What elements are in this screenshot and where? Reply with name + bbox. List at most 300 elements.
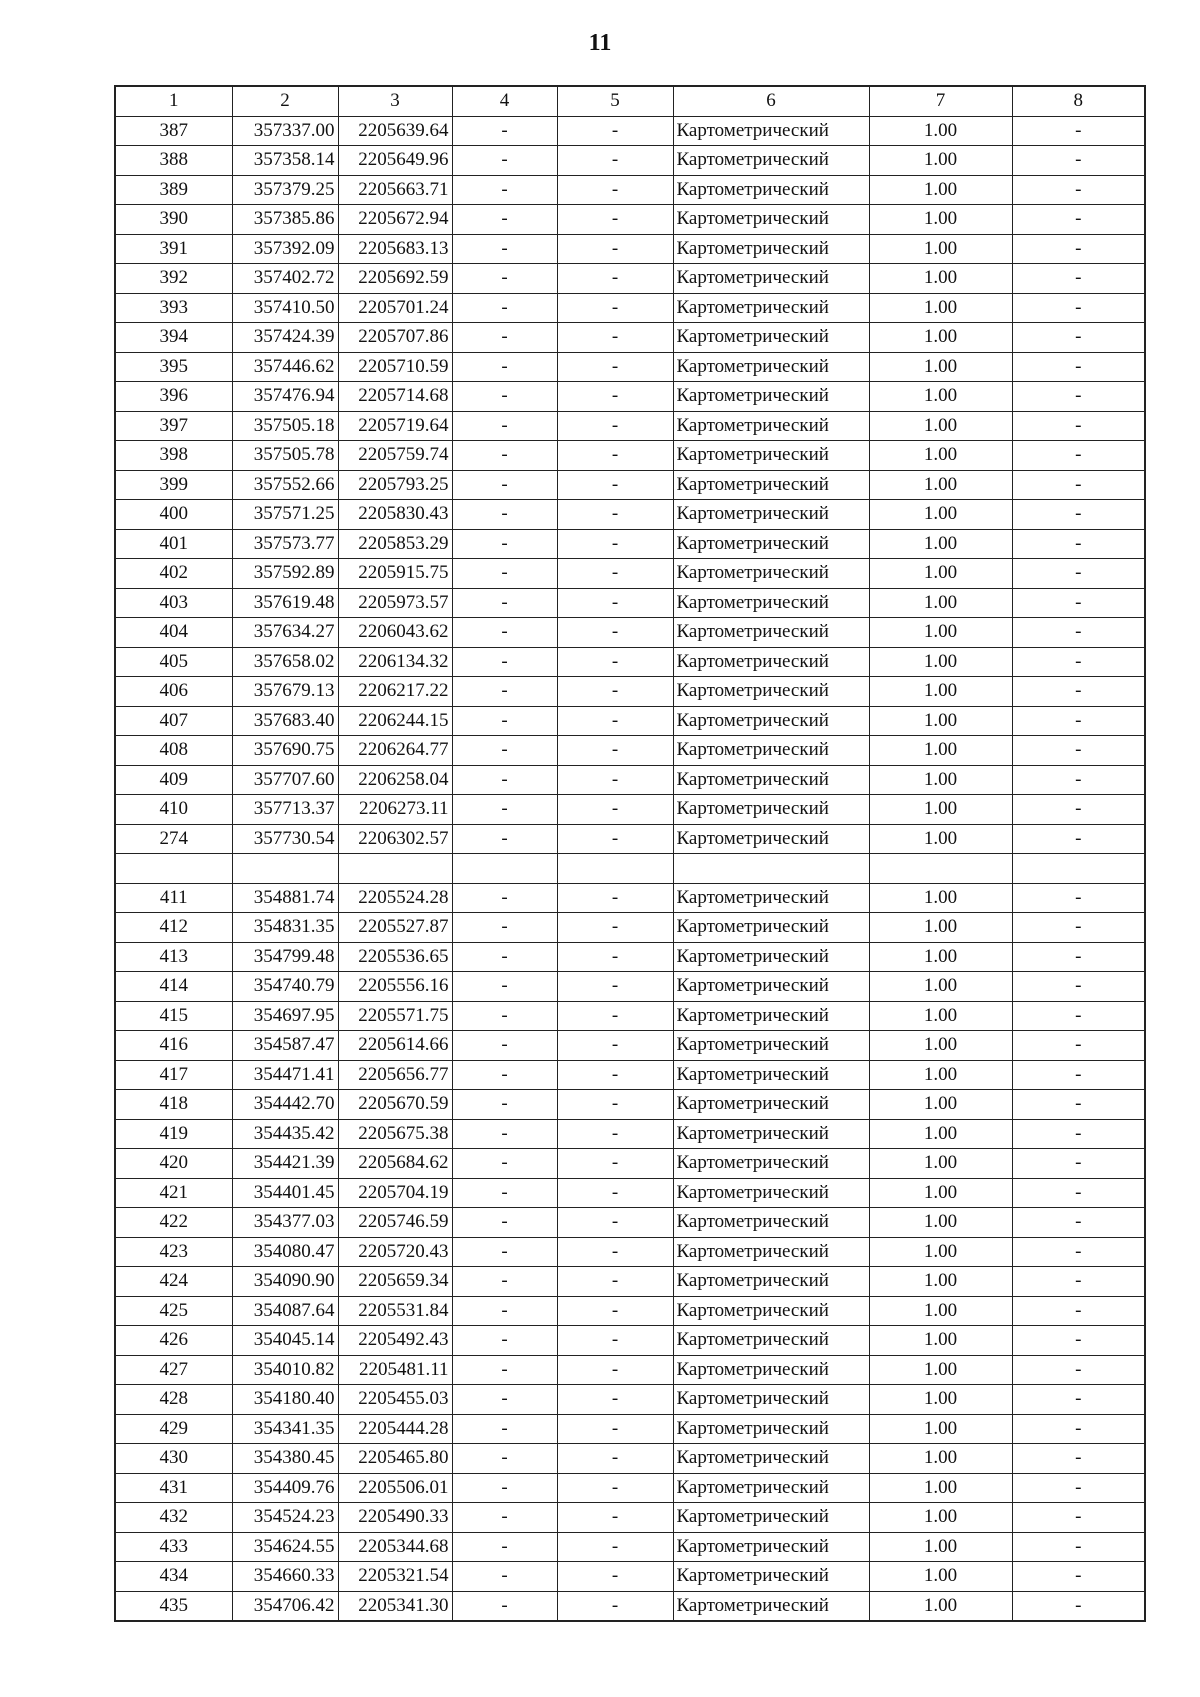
x-coordinate-cell: 357476.94 [232, 382, 338, 412]
col-8-cell: - [1012, 234, 1145, 264]
method-cell: Картометрический [673, 1532, 869, 1562]
table-row [115, 1090, 1145, 1120]
x-coordinate-cell: 354706.42 [232, 1591, 338, 1621]
col-8-cell: - [1012, 706, 1145, 736]
table-row [115, 352, 1145, 382]
col-8-cell: - [1012, 647, 1145, 677]
method-cell: Картометрический [673, 1178, 869, 1208]
col-5-cell: - [557, 441, 673, 471]
table-row [115, 323, 1145, 353]
col-8-cell [1012, 854, 1145, 884]
point-number-cell: 402 [115, 559, 232, 589]
x-coordinate-cell: 354471.41 [232, 1060, 338, 1090]
method-cell: Картометрический [673, 1031, 869, 1061]
point-number-cell: 392 [115, 264, 232, 294]
x-coordinate-cell: 357730.54 [232, 824, 338, 854]
col-8-cell: - [1012, 1355, 1145, 1385]
table-row [115, 205, 1145, 235]
col-5-cell: - [557, 706, 673, 736]
table-row [115, 1119, 1145, 1149]
col-8-cell: - [1012, 382, 1145, 412]
table-row [115, 529, 1145, 559]
point-number-cell: 396 [115, 382, 232, 412]
col-4-cell: - [452, 1326, 557, 1356]
method-cell: Картометрический [673, 1503, 869, 1533]
col-4-cell: - [452, 972, 557, 1002]
method-cell: Картометрический [673, 470, 869, 500]
col-4-cell: - [452, 293, 557, 323]
col-8-cell: - [1012, 736, 1145, 766]
accuracy-cell: 1.00 [869, 500, 1012, 530]
point-number-cell: 399 [115, 470, 232, 500]
col-8-cell: - [1012, 1267, 1145, 1297]
table-row [115, 1031, 1145, 1061]
table-header-row [115, 86, 1145, 116]
col-4-cell: - [452, 913, 557, 943]
col-8-cell: - [1012, 1503, 1145, 1533]
col-4-cell: - [452, 205, 557, 235]
col-5-cell: - [557, 1031, 673, 1061]
accuracy-cell: 1.00 [869, 1060, 1012, 1090]
method-cell [673, 854, 869, 884]
col-4-cell: - [452, 1267, 557, 1297]
x-coordinate-cell: 357634.27 [232, 618, 338, 648]
col-8-cell: - [1012, 1414, 1145, 1444]
header-col-2: 2 [232, 86, 338, 116]
method-cell: Картометрический [673, 1090, 869, 1120]
accuracy-cell: 1.00 [869, 824, 1012, 854]
point-number-cell: 406 [115, 677, 232, 707]
col-8-cell: - [1012, 618, 1145, 648]
y-coordinate-cell: 2205344.68 [338, 1532, 452, 1562]
col-4-cell: - [452, 352, 557, 382]
col-5-cell: - [557, 1119, 673, 1149]
col-5-cell: - [557, 1444, 673, 1474]
y-coordinate-cell: 2205481.11 [338, 1355, 452, 1385]
y-coordinate-cell: 2205465.80 [338, 1444, 452, 1474]
col-4-cell: - [452, 116, 557, 146]
col-8-cell: - [1012, 1532, 1145, 1562]
accuracy-cell: 1.00 [869, 677, 1012, 707]
point-number-cell: 427 [115, 1355, 232, 1385]
col-8-cell: - [1012, 529, 1145, 559]
y-coordinate-cell: 2205524.28 [338, 883, 452, 913]
method-cell: Картометрический [673, 1237, 869, 1267]
col-8-cell: - [1012, 352, 1145, 382]
col-5-cell: - [557, 529, 673, 559]
point-number-cell: 432 [115, 1503, 232, 1533]
accuracy-cell: 1.00 [869, 1237, 1012, 1267]
col-5-cell: - [557, 352, 673, 382]
table-row [115, 1149, 1145, 1179]
accuracy-cell: 1.00 [869, 470, 1012, 500]
x-coordinate-cell: 354380.45 [232, 1444, 338, 1474]
x-coordinate-cell: 357573.77 [232, 529, 338, 559]
accuracy-cell: 1.00 [869, 972, 1012, 1002]
accuracy-cell: 1.00 [869, 1149, 1012, 1179]
table-row [115, 146, 1145, 176]
col-8-cell: - [1012, 942, 1145, 972]
col-8-cell: - [1012, 1149, 1145, 1179]
col-5-cell: - [557, 942, 673, 972]
table-row [115, 883, 1145, 913]
col-5-cell: - [557, 972, 673, 1002]
x-coordinate-cell: 354080.47 [232, 1237, 338, 1267]
col-5-cell: - [557, 1503, 673, 1533]
accuracy-cell: 1.00 [869, 1355, 1012, 1385]
y-coordinate-cell: 2206302.57 [338, 824, 452, 854]
col-5-cell: - [557, 559, 673, 589]
header-col-1: 1 [115, 86, 232, 116]
method-cell: Картометрический [673, 234, 869, 264]
x-coordinate-cell: 357392.09 [232, 234, 338, 264]
y-coordinate-cell: 2205571.75 [338, 1001, 452, 1031]
col-5-cell: - [557, 1355, 673, 1385]
col-5-cell [557, 854, 673, 884]
x-coordinate-cell: 357337.00 [232, 116, 338, 146]
x-coordinate-cell: 354435.42 [232, 1119, 338, 1149]
col-8-cell: - [1012, 264, 1145, 294]
x-coordinate-cell: 354045.14 [232, 1326, 338, 1356]
accuracy-cell: 1.00 [869, 175, 1012, 205]
col-8-cell: - [1012, 470, 1145, 500]
page-number: 11 [588, 30, 612, 56]
method-cell: Картометрический [673, 824, 869, 854]
method-cell: Картометрический [673, 500, 869, 530]
method-cell: Картометрический [673, 1473, 869, 1503]
y-coordinate-cell: 2205455.03 [338, 1385, 452, 1415]
col-4-cell: - [452, 1060, 557, 1090]
header-col-7: 7 [869, 86, 1012, 116]
accuracy-cell: 1.00 [869, 529, 1012, 559]
method-cell: Картометрический [673, 205, 869, 235]
point-number-cell: 418 [115, 1090, 232, 1120]
y-coordinate-cell: 2205707.86 [338, 323, 452, 353]
col-5-cell: - [557, 205, 673, 235]
method-cell: Картометрический [673, 1326, 869, 1356]
col-5-cell: - [557, 1267, 673, 1297]
method-cell: Картометрический [673, 1149, 869, 1179]
col-8-cell: - [1012, 1326, 1145, 1356]
y-coordinate-cell: 2206244.15 [338, 706, 452, 736]
x-coordinate-cell: 354377.03 [232, 1208, 338, 1238]
table-row [115, 1444, 1145, 1474]
point-number-cell: 417 [115, 1060, 232, 1090]
col-4-cell: - [452, 1503, 557, 1533]
table-row [115, 795, 1145, 825]
method-cell: Картометрический [673, 1444, 869, 1474]
header-col-6: 6 [673, 86, 869, 116]
accuracy-cell: 1.00 [869, 1119, 1012, 1149]
x-coordinate-cell: 354090.90 [232, 1267, 338, 1297]
header-col-4: 4 [452, 86, 557, 116]
col-5-cell: - [557, 1326, 673, 1356]
x-coordinate-cell: 354587.47 [232, 1031, 338, 1061]
point-number-cell: 398 [115, 441, 232, 471]
col-8-cell: - [1012, 1296, 1145, 1326]
point-number-cell: 388 [115, 146, 232, 176]
col-4-cell: - [452, 470, 557, 500]
accuracy-cell: 1.00 [869, 323, 1012, 353]
method-cell: Картометрический [673, 1591, 869, 1621]
point-number-cell: 428 [115, 1385, 232, 1415]
accuracy-cell: 1.00 [869, 264, 1012, 294]
col-5-cell: - [557, 293, 673, 323]
method-cell: Картометрический [673, 293, 869, 323]
table-row [115, 588, 1145, 618]
col-8-cell: - [1012, 1562, 1145, 1592]
col-4-cell: - [452, 677, 557, 707]
point-number-cell: 274 [115, 824, 232, 854]
point-number-cell: 414 [115, 972, 232, 1002]
point-number-cell: 419 [115, 1119, 232, 1149]
header-col-5: 5 [557, 86, 673, 116]
point-number-cell: 401 [115, 529, 232, 559]
y-coordinate-cell: 2205341.30 [338, 1591, 452, 1621]
method-cell: Картометрический [673, 146, 869, 176]
y-coordinate-cell: 2205675.38 [338, 1119, 452, 1149]
col-8-cell: - [1012, 146, 1145, 176]
x-coordinate-cell: 354624.55 [232, 1532, 338, 1562]
y-coordinate-cell: 2205684.62 [338, 1149, 452, 1179]
accuracy-cell: 1.00 [869, 559, 1012, 589]
col-4-cell: - [452, 1473, 557, 1503]
col-5-cell: - [557, 323, 673, 353]
point-number-cell: 393 [115, 293, 232, 323]
col-5-cell: - [557, 1591, 673, 1621]
col-8-cell: - [1012, 116, 1145, 146]
col-8-cell: - [1012, 323, 1145, 353]
y-coordinate-cell: 2205444.28 [338, 1414, 452, 1444]
method-cell: Картометрический [673, 411, 869, 441]
col-8-cell: - [1012, 1001, 1145, 1031]
col-5-cell: - [557, 1060, 673, 1090]
col-5-cell: - [557, 618, 673, 648]
accuracy-cell: 1.00 [869, 116, 1012, 146]
y-coordinate-cell: 2205853.29 [338, 529, 452, 559]
col-5-cell: - [557, 824, 673, 854]
table-row [115, 972, 1145, 1002]
col-8-cell: - [1012, 1237, 1145, 1267]
method-cell: Картометрический [673, 1208, 869, 1238]
col-4-cell: - [452, 529, 557, 559]
col-8-cell: - [1012, 913, 1145, 943]
table-row [115, 1414, 1145, 1444]
col-4-cell: - [452, 706, 557, 736]
y-coordinate-cell: 2205710.59 [338, 352, 452, 382]
x-coordinate-cell: 357446.62 [232, 352, 338, 382]
table-row [115, 116, 1145, 146]
col-4-cell: - [452, 1385, 557, 1415]
table-row [115, 765, 1145, 795]
accuracy-cell: 1.00 [869, 293, 1012, 323]
x-coordinate-cell [232, 854, 338, 884]
x-coordinate-cell: 357683.40 [232, 706, 338, 736]
x-coordinate-cell: 354010.82 [232, 1355, 338, 1385]
col-5-cell: - [557, 736, 673, 766]
col-8-cell: - [1012, 1444, 1145, 1474]
x-coordinate-cell: 354409.76 [232, 1473, 338, 1503]
accuracy-cell: 1.00 [869, 647, 1012, 677]
accuracy-cell: 1.00 [869, 1562, 1012, 1592]
point-number-cell: 397 [115, 411, 232, 441]
col-8-cell: - [1012, 1208, 1145, 1238]
col-4-cell: - [452, 1444, 557, 1474]
table-row [115, 1060, 1145, 1090]
y-coordinate-cell: 2205614.66 [338, 1031, 452, 1061]
col-4-cell: - [452, 647, 557, 677]
method-cell: Картометрический [673, 441, 869, 471]
accuracy-cell: 1.00 [869, 1414, 1012, 1444]
accuracy-cell: 1.00 [869, 1208, 1012, 1238]
accuracy-cell: 1.00 [869, 942, 1012, 972]
point-number-cell: 425 [115, 1296, 232, 1326]
y-coordinate-cell: 2205973.57 [338, 588, 452, 618]
y-coordinate-cell [338, 854, 452, 884]
method-cell: Картометрический [673, 736, 869, 766]
accuracy-cell: 1.00 [869, 1296, 1012, 1326]
accuracy-cell: 1.00 [869, 706, 1012, 736]
col-8-cell: - [1012, 441, 1145, 471]
col-8-cell: - [1012, 1591, 1145, 1621]
col-5-cell: - [557, 1237, 673, 1267]
y-coordinate-cell: 2205663.71 [338, 175, 452, 205]
col-8-cell: - [1012, 1060, 1145, 1090]
y-coordinate-cell: 2205527.87 [338, 913, 452, 943]
col-4-cell: - [452, 1119, 557, 1149]
table-row [115, 1532, 1145, 1562]
point-number-cell: 387 [115, 116, 232, 146]
col-5-cell: - [557, 1532, 673, 1562]
table-row [115, 1296, 1145, 1326]
point-number-cell: 409 [115, 765, 232, 795]
accuracy-cell: 1.00 [869, 1001, 1012, 1031]
point-number-cell: 403 [115, 588, 232, 618]
method-cell: Картометрический [673, 913, 869, 943]
col-4-cell: - [452, 382, 557, 412]
table-row [115, 234, 1145, 264]
point-number-cell: 422 [115, 1208, 232, 1238]
col-8-cell: - [1012, 1178, 1145, 1208]
method-cell: Картометрический [673, 1562, 869, 1592]
accuracy-cell: 1.00 [869, 352, 1012, 382]
table-row [115, 470, 1145, 500]
col-8-cell: - [1012, 588, 1145, 618]
table-row [115, 1562, 1145, 1592]
point-number-cell: 412 [115, 913, 232, 943]
col-5-cell: - [557, 677, 673, 707]
y-coordinate-cell: 2206217.22 [338, 677, 452, 707]
method-cell: Картометрический [673, 559, 869, 589]
method-cell: Картометрический [673, 588, 869, 618]
accuracy-cell: 1.00 [869, 234, 1012, 264]
col-4-cell [452, 854, 557, 884]
y-coordinate-cell: 2205672.94 [338, 205, 452, 235]
table-row [115, 293, 1145, 323]
col-4-cell: - [452, 1178, 557, 1208]
y-coordinate-cell: 2205720.43 [338, 1237, 452, 1267]
col-4-cell: - [452, 323, 557, 353]
y-coordinate-cell: 2206134.32 [338, 647, 452, 677]
accuracy-cell: 1.00 [869, 1326, 1012, 1356]
col-5-cell: - [557, 1001, 673, 1031]
x-coordinate-cell: 357679.13 [232, 677, 338, 707]
point-number-cell: 429 [115, 1414, 232, 1444]
table-row [115, 1385, 1145, 1415]
col-5-cell: - [557, 588, 673, 618]
accuracy-cell: 1.00 [869, 1444, 1012, 1474]
col-5-cell: - [557, 1562, 673, 1592]
y-coordinate-cell: 2205714.68 [338, 382, 452, 412]
method-cell: Картометрический [673, 1267, 869, 1297]
col-5-cell: - [557, 1149, 673, 1179]
x-coordinate-cell: 357619.48 [232, 588, 338, 618]
method-cell: Картометрический [673, 677, 869, 707]
col-4-cell: - [452, 824, 557, 854]
col-8-cell: - [1012, 500, 1145, 530]
col-8-cell: - [1012, 883, 1145, 913]
method-cell: Картометрический [673, 942, 869, 972]
y-coordinate-cell: 2205759.74 [338, 441, 452, 471]
col-5-cell: - [557, 1090, 673, 1120]
method-cell: Картометрический [673, 1414, 869, 1444]
x-coordinate-cell: 354524.23 [232, 1503, 338, 1533]
y-coordinate-cell: 2205656.77 [338, 1060, 452, 1090]
x-coordinate-cell: 357707.60 [232, 765, 338, 795]
point-number-cell: 395 [115, 352, 232, 382]
table-row [115, 1237, 1145, 1267]
method-cell: Картометрический [673, 175, 869, 205]
y-coordinate-cell: 2205649.96 [338, 146, 452, 176]
accuracy-cell: 1.00 [869, 618, 1012, 648]
x-coordinate-cell: 357713.37 [232, 795, 338, 825]
col-8-cell: - [1012, 765, 1145, 795]
x-coordinate-cell: 354087.64 [232, 1296, 338, 1326]
col-4-cell: - [452, 795, 557, 825]
col-8-cell: - [1012, 1385, 1145, 1415]
col-4-cell: - [452, 588, 557, 618]
col-5-cell: - [557, 470, 673, 500]
col-8-cell: - [1012, 824, 1145, 854]
header-col-3: 3 [338, 86, 452, 116]
col-5-cell: - [557, 382, 673, 412]
y-coordinate-cell: 2205492.43 [338, 1326, 452, 1356]
method-cell: Картометрический [673, 795, 869, 825]
coordinates-table [114, 85, 1146, 1622]
x-coordinate-cell: 357358.14 [232, 146, 338, 176]
col-4-cell: - [452, 234, 557, 264]
point-number-cell: 405 [115, 647, 232, 677]
col-8-cell: - [1012, 293, 1145, 323]
table-row [115, 1178, 1145, 1208]
y-coordinate-cell: 2206043.62 [338, 618, 452, 648]
y-coordinate-cell: 2205701.24 [338, 293, 452, 323]
col-5-cell: - [557, 1473, 673, 1503]
method-cell: Картометрический [673, 618, 869, 648]
x-coordinate-cell: 357505.18 [232, 411, 338, 441]
col-4-cell: - [452, 1591, 557, 1621]
col-4-cell: - [452, 559, 557, 589]
table-row [115, 942, 1145, 972]
x-coordinate-cell: 357402.72 [232, 264, 338, 294]
y-coordinate-cell: 2205692.59 [338, 264, 452, 294]
col-5-cell: - [557, 913, 673, 943]
col-8-cell: - [1012, 559, 1145, 589]
col-4-cell: - [452, 1149, 557, 1179]
col-4-cell: - [452, 500, 557, 530]
accuracy-cell: 1.00 [869, 883, 1012, 913]
col-4-cell: - [452, 1001, 557, 1031]
